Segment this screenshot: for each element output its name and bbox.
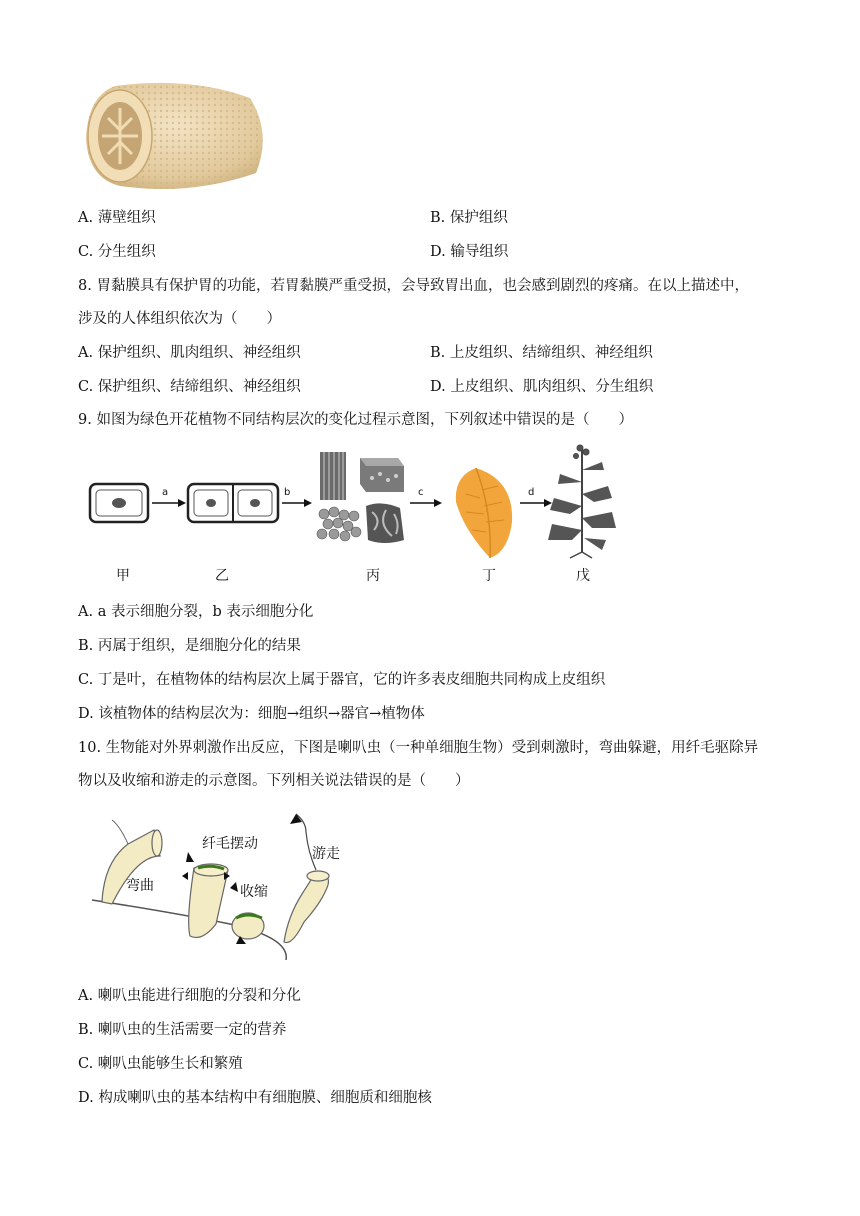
- q7-option-b: B. 保护组织: [430, 210, 508, 226]
- q8-option-b: B. 上皮组织、结缔组织、神经组织: [430, 345, 653, 361]
- arrow-a-label: a: [162, 487, 169, 498]
- arrow-d-icon: [520, 499, 552, 507]
- q9-option-c: C. 丁是叶，在植物体的结构层次上属于器官，它的许多表皮细胞共同构成上皮组织: [78, 672, 606, 688]
- cell-yi-icon: [188, 484, 278, 522]
- label-jia: 甲: [116, 568, 130, 584]
- q8-option-a: A. 保护组织、肌肉组织、神经组织: [78, 345, 301, 361]
- arrow-a-icon: [152, 499, 186, 507]
- q10-option-b: B. 喇叭虫的生活需要一定的营养: [78, 1022, 287, 1038]
- plant-wu-icon: [548, 445, 616, 558]
- plant-structure-levels-figure: [82, 440, 642, 590]
- q9-option-b: B. 丙属于组织，是细胞分化的结果: [78, 638, 301, 654]
- label-yi: 乙: [215, 568, 229, 584]
- tissues-bing-icon: [317, 452, 404, 543]
- stentor-response-figure: [90, 812, 360, 962]
- label-contract: 收缩: [240, 884, 268, 900]
- arrow-b-icon: [282, 499, 312, 507]
- q9-option-d: D. 该植物体的结构层次为：细胞→组织→器官→植物体: [78, 706, 425, 722]
- label-wu: 戊: [576, 568, 590, 584]
- cell-jia-icon: [90, 484, 148, 522]
- arrow-d-label: d: [528, 487, 535, 498]
- arrow-c-label: c: [418, 487, 424, 498]
- q7-option-c: C. 分生组织: [78, 244, 156, 260]
- label-bing: 丙: [366, 568, 380, 584]
- q9-option-a: A. a 表示细胞分裂，b 表示细胞分化: [78, 604, 314, 620]
- q10-option-d: D. 构成喇叭虫的基本结构中有细胞膜、细胞质和细胞核: [78, 1090, 432, 1106]
- q8-option-d: D. 上皮组织、肌肉组织、分生组织: [430, 379, 654, 395]
- q10-option-c: C. 喇叭虫能够生长和繁殖: [78, 1056, 243, 1072]
- q10-option-a: A. 喇叭虫能进行细胞的分裂和分化: [78, 988, 301, 1004]
- label-cilia: 纤毛摆动: [202, 836, 258, 852]
- label-swim: 游走: [312, 846, 340, 862]
- arrow-c-icon: [410, 499, 442, 507]
- q7-option-a: A. 薄壁组织: [78, 210, 156, 226]
- stentor-cilia-icon: [182, 852, 230, 938]
- q8-option-c: C. 保护组织、结缔组织、神经组织: [78, 379, 301, 395]
- q8-stem-line1: 8. 胃黏膜具有保护胃的功能，若胃黏膜严重受损，会导致胃出血，也会感到剧烈的疼痛。在以上描述中，: [78, 278, 749, 294]
- leaf-ding-icon: [456, 468, 512, 558]
- q9-stem: 9. 如图为绿色开花植物不同结构层次的变化过程示意图，下列叙述中错误的是（ ）: [78, 412, 633, 428]
- q8-stem-line2: 涉及的人体组织依次为（ ）: [78, 311, 281, 327]
- arrow-b-label: b: [284, 487, 291, 498]
- label-ding: 丁: [482, 568, 496, 584]
- loofah-sponge-image: [80, 78, 270, 193]
- q10-stem-line2: 物以及收缩和游走的示意图。下列相关说法错误的是（ ）: [78, 773, 470, 789]
- q7-option-d: D. 输导组织: [430, 244, 509, 260]
- q10-stem-line1: 10. 生物能对外界刺激作出反应，下图是喇叭虫（一种单细胞生物）受到刺激时，弯曲躲避，用纤毛驱除异: [78, 740, 759, 756]
- stentor-swimming-icon: [284, 814, 329, 943]
- label-bend: 弯曲: [126, 878, 154, 894]
